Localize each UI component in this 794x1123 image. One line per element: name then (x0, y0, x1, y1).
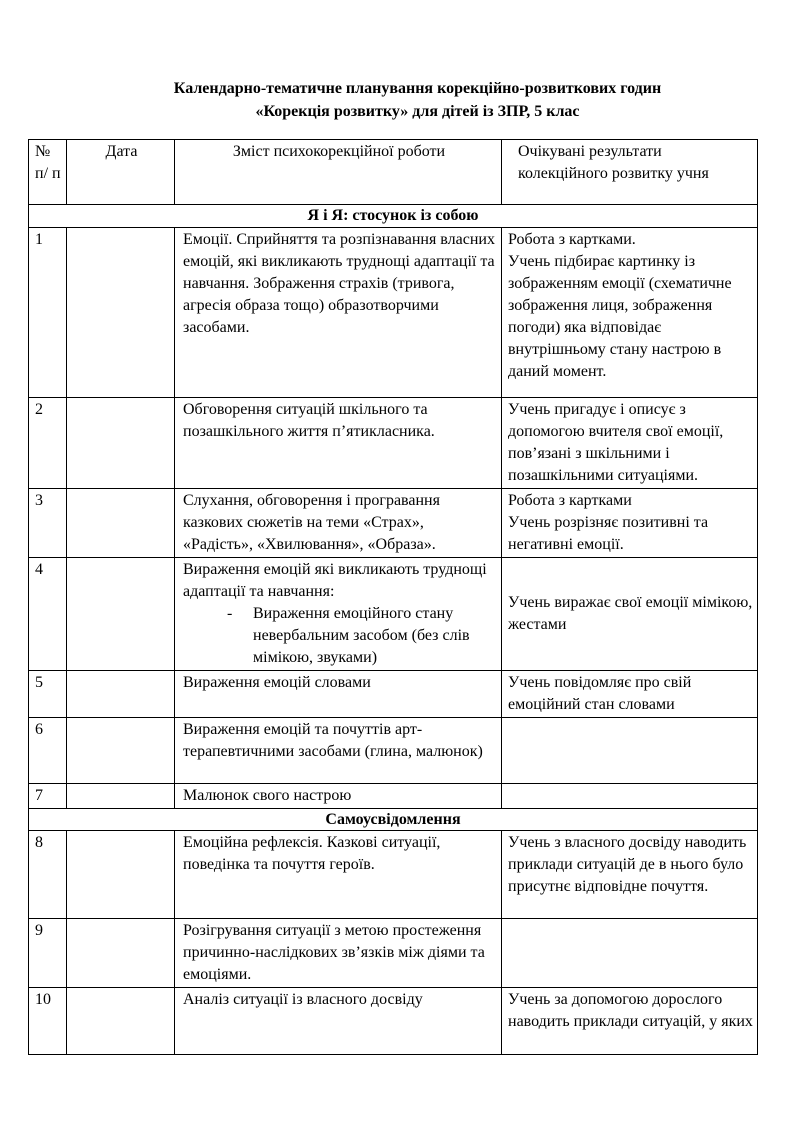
table-row (29, 988, 758, 1055)
row-number: 6 (29, 718, 67, 784)
row-number: 9 (29, 919, 67, 988)
table-row (29, 831, 758, 919)
row-number: 2 (29, 398, 67, 489)
row-result: Учень повідомляє про свій емоційний стан словами (502, 671, 758, 718)
row-content: Розігрування ситуації з метою простеження причинно-наслідкових зв’язків між діями та емоціями. (175, 919, 502, 988)
row-result-line: Робота з картками. (508, 231, 636, 248)
row-content-text: Вираження емоцій які викликають труднощі адаптації та навчання: (183, 561, 487, 600)
document-title-line-1: Календарно-тематичне планування корекційно-розвиткових годин (173, 80, 662, 97)
row-content (175, 558, 502, 671)
row-number: 7 (29, 784, 67, 809)
section-row (29, 205, 758, 228)
row-content-sublist (183, 603, 497, 669)
planning-table (28, 139, 758, 1055)
row-date (67, 671, 175, 718)
row-content: Емоції. Сприйняття та розпізнавання власних емоцій, які викликають труднощі адаптації та навчання. Зображення страхів (тривога, агресія образа тощо) образотворчими засобами. (175, 228, 502, 398)
row-number: 5 (29, 671, 67, 718)
table-row (29, 398, 758, 489)
table-row (29, 558, 758, 671)
table-row (29, 718, 758, 784)
row-content: Слухання, обговорення і програвання казкових сюжетів на теми «Страх», «Радість», «Хвилювання», «Образа». (175, 489, 502, 558)
row-result (502, 718, 758, 784)
document-title-line-2: «Корекція розвитку» для дітей із ЗПР, 5 клас (255, 103, 580, 120)
row-content: Обговорення ситуацій шкільного та позашкільного життя п’ятикласника. (175, 398, 502, 489)
row-date (67, 919, 175, 988)
section-row (29, 809, 758, 831)
row-result-line: Робота з картками (508, 492, 632, 509)
row-result (502, 228, 758, 398)
table-header-row (29, 140, 758, 205)
header-date: Дата (67, 140, 175, 205)
row-number: 8 (29, 831, 67, 919)
row-content: Емоційна рефлексія. Казкові ситуації, поведінка та почуття героїв. (175, 831, 502, 919)
row-date (67, 558, 175, 671)
row-number: 1 (29, 228, 67, 398)
header-number: № п/ п (29, 140, 67, 205)
row-result: Учень пригадує і описує з допомогою вчителя свої емоції, пов’язані з шкільними і позашкільними ситуаціями. (502, 398, 758, 489)
row-date (67, 784, 175, 809)
table-row (29, 228, 758, 398)
table-row (29, 489, 758, 558)
row-date (67, 398, 175, 489)
section-title: Я і Я: стосунок із собою (29, 205, 758, 228)
row-result (502, 489, 758, 558)
table-row (29, 784, 758, 809)
table-row (29, 671, 758, 718)
row-content: Вираження емоцій та почуттів арт-терапевтичними засобами (глина, малюнок) (175, 718, 502, 784)
row-result: Учень виражає свої емоції мімікою, жестами (502, 558, 758, 671)
header-result: Очікувані результати колекційного розвитку учня (502, 140, 758, 205)
row-date (67, 489, 175, 558)
row-number: 10 (29, 988, 67, 1055)
row-content: Малюнок свого настрою (175, 784, 502, 809)
row-result: Учень з власного досвіду наводить приклади ситуацій де в нього було присутнє відповідне почуття. (502, 831, 758, 919)
row-content: Вираження емоцій словами (175, 671, 502, 718)
header-content: Зміст психокорекційної роботи (175, 140, 502, 205)
row-date (67, 718, 175, 784)
row-date (67, 228, 175, 398)
row-result-detail: Учень розрізняє позитивні та негативні емоції. (508, 514, 709, 553)
row-date (67, 988, 175, 1055)
row-number: 3 (29, 489, 67, 558)
row-date (67, 831, 175, 919)
row-content: Аналіз ситуації із власного досвіду (175, 988, 502, 1055)
section-title: Самоусвідомлення (29, 809, 758, 831)
row-result (502, 784, 758, 809)
table-row (29, 919, 758, 988)
list-item: - Вираження емоційного стану невербальним засобом (без слів мімікою, звуками) (227, 603, 497, 669)
row-result (502, 919, 758, 988)
row-result: Учень за допомогою дорослого наводить приклади ситуацій, у яких (502, 988, 758, 1055)
row-result-detail: Учень підбирає картинку із зображенням емоції (схематичне зображення лиця, зображення погоди) яка відповідає внутрішньому стану настрою в даний момент. (508, 253, 732, 380)
row-number: 4 (29, 558, 67, 671)
